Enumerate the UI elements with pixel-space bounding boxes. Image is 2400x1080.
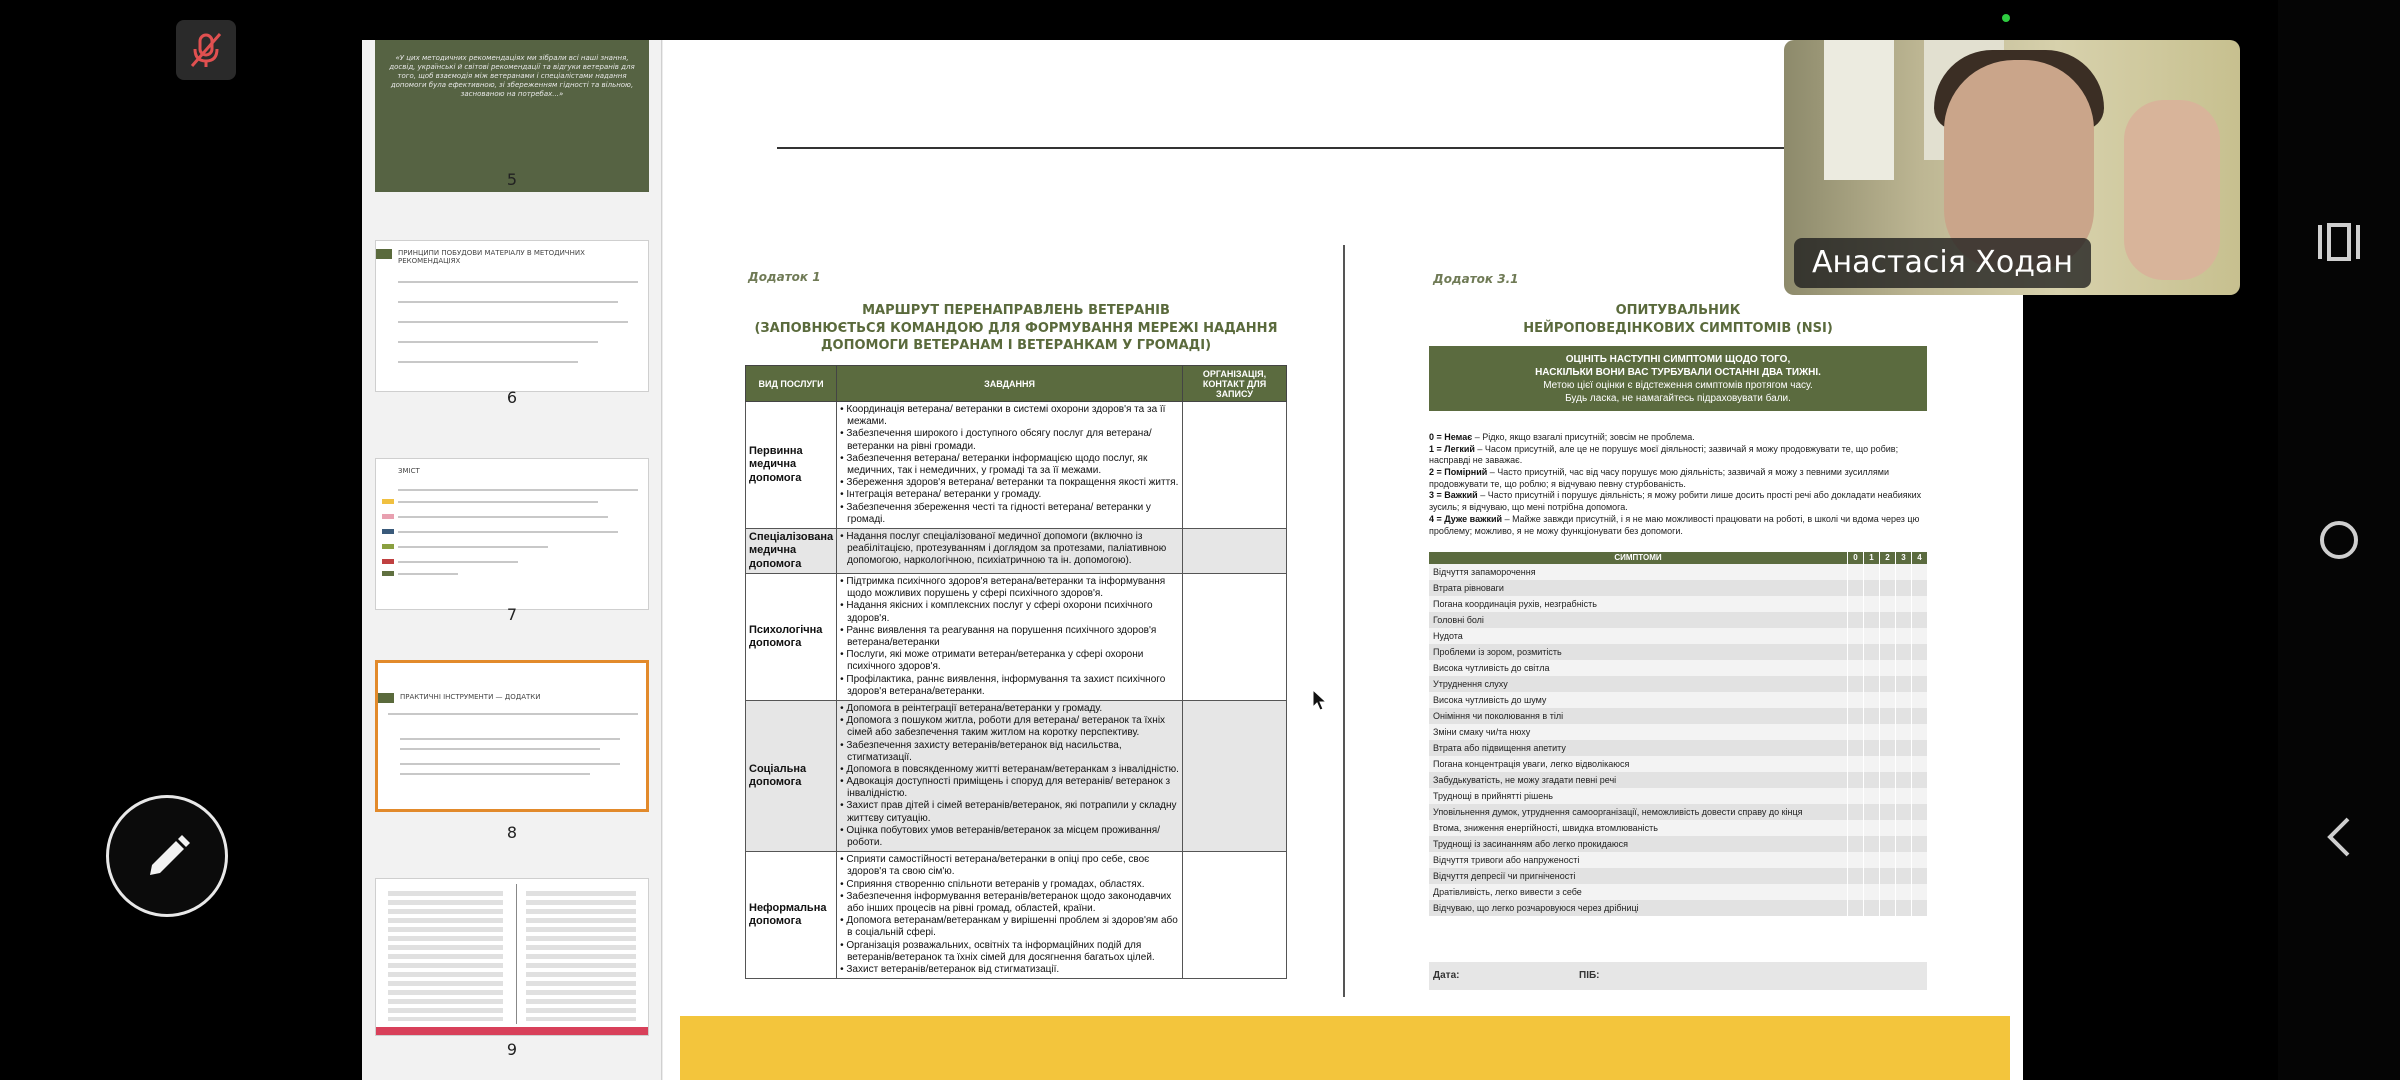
task-item: • Координація ветерана/ ветеранки в системі охорони здоров'я та за її межами.	[840, 404, 1166, 428]
recent-apps-icon	[2304, 207, 2374, 277]
score-cell[interactable]	[1911, 740, 1927, 756]
score-cell[interactable]	[1863, 644, 1879, 660]
score-cell[interactable]	[1879, 724, 1895, 740]
thumbnail-title: ЗМІСТ	[398, 467, 420, 475]
score-cell[interactable]	[1863, 820, 1879, 836]
symptom-label: Уповільнення думок, утруднення самоорганізації, неможливість довести справу до кінця	[1433, 807, 1803, 817]
home-button[interactable]	[2304, 505, 2374, 575]
score-cell[interactable]	[1847, 628, 1863, 644]
task-item: • Профілактика, раннє виявлення, інформування та захист психічного здоров'я ветерана/ветеранки.	[840, 673, 1166, 697]
score-cell[interactable]	[1863, 628, 1879, 644]
score-cell[interactable]	[1895, 868, 1911, 884]
symptom-row	[1429, 644, 1927, 660]
service-type: Первинна медична допомога	[746, 402, 837, 529]
service-type: Психологічна допомога	[746, 574, 837, 701]
score-cell[interactable]	[1911, 868, 1927, 884]
score-cell[interactable]	[1895, 708, 1911, 724]
score-cell[interactable]	[1847, 580, 1863, 596]
col-tasks: ЗАВДАННЯ	[837, 366, 1183, 402]
symptom-label: Головні болі	[1433, 615, 1484, 625]
symptom-row	[1429, 836, 1927, 852]
score-cell[interactable]	[1879, 868, 1895, 884]
score-cell[interactable]	[1847, 900, 1863, 916]
symptom-row	[1429, 692, 1927, 708]
org-contact-cell[interactable]	[1183, 852, 1287, 979]
task-item: • Допомога в реінтеграції ветерана/ветеранки у громаду.	[840, 702, 1103, 714]
nsi-scale	[1429, 432, 1927, 537]
score-cell[interactable]	[1879, 660, 1895, 676]
score-cell[interactable]	[1847, 852, 1863, 868]
scale-item: 0 = Немає – Рідко, якщо взагалі присутній; зовсім не проблема.	[1429, 432, 1695, 442]
symptom-label: Відчуття запаморочення	[1433, 567, 1536, 577]
score-cell[interactable]	[1895, 836, 1911, 852]
nsi-title: ОПИТУВАЛЬНИК НЕЙРОПОВЕДІНКОВИХ СИМПТОМІВ (NSI)	[1523, 303, 1833, 336]
score-cell[interactable]	[1879, 756, 1895, 772]
score-cell[interactable]	[1863, 852, 1879, 868]
symptom-row	[1429, 868, 1927, 884]
score-cell[interactable]	[1847, 804, 1863, 820]
task-item: • Раннє виявлення та реагування на порушення психічного здоров'я ветерана/ветеранки	[840, 624, 1157, 649]
task-item: • Забезпечення захисту ветеранів/ветеранок від насильства, стигматизації.	[840, 739, 1122, 763]
score-cell[interactable]	[1863, 692, 1879, 708]
symptom-label: Відчуття тривоги або напруженості	[1433, 855, 1580, 865]
score-cell[interactable]	[1847, 708, 1863, 724]
symptom-row	[1429, 900, 1927, 916]
symptom-row	[1429, 564, 1927, 580]
score-cell[interactable]	[1911, 596, 1927, 612]
symptom-row	[1429, 724, 1927, 740]
score-cell[interactable]	[1863, 868, 1879, 884]
score-cell[interactable]	[1879, 884, 1895, 900]
score-cell[interactable]	[1847, 836, 1863, 852]
task-item: • Адвокація доступності приміщень і споруд для ветеранів/ ветеранок з інвалідністю.	[840, 776, 1171, 800]
task-item: • Підтримка психічного здоров'я ветерана/ветеранки та інформування щодо можливих порушень у сфері психічного здоров'я.	[840, 576, 1166, 600]
score-cell[interactable]	[1895, 628, 1911, 644]
score-cell[interactable]	[1863, 612, 1879, 628]
score-cell[interactable]	[1895, 612, 1911, 628]
score-cell[interactable]	[1911, 612, 1927, 628]
score-cell[interactable]	[1863, 884, 1879, 900]
score-cell[interactable]	[1895, 660, 1911, 676]
thumbnail-title: ПРАКТИЧНІ ІНСТРУМЕНТИ — ДОДАТКИ	[400, 693, 541, 701]
symptom-row	[1429, 852, 1927, 868]
score-cell[interactable]	[1847, 868, 1863, 884]
score-cell[interactable]	[1863, 788, 1879, 804]
score-cell[interactable]	[1895, 756, 1911, 772]
recent-apps-button[interactable]	[2304, 207, 2374, 277]
score-cell[interactable]	[1895, 692, 1911, 708]
thumbnail-page-8-selected[interactable]	[375, 660, 649, 812]
symptom-row	[1429, 676, 1927, 692]
task-item: • Допомога з пошуком житла, роботи для ветерана/ ветеранок та їхніх сімей або забезпечення таким житлом на коротку перспективу.	[840, 715, 1166, 739]
name-label: ПІБ:	[1579, 970, 1600, 981]
score-cell[interactable]	[1911, 820, 1927, 836]
symptom-row	[1429, 708, 1927, 724]
score-cell[interactable]	[1895, 596, 1911, 612]
symptom-row	[1429, 580, 1927, 596]
score-cell[interactable]	[1911, 564, 1927, 580]
service-tasks	[837, 852, 1183, 979]
thumbnail-quote: «У цих методичних рекомендаціях ми зібрали всі наші знання, досвід, українські й світові рекомендації та відгуки ветеранів для того, щоб взаємодія між ветеранами і спеціалістами надання допомоги була ефективною, зі збереженням гідності та вільною, заснованою на потребах...»	[389, 54, 635, 99]
symptom-label: Дратівливість, легко вивести з себе	[1433, 887, 1582, 897]
score-cell[interactable]	[1879, 628, 1895, 644]
symptom-label: Оніміння чи поколювання в тілі	[1433, 711, 1564, 721]
score-cell[interactable]	[1879, 772, 1895, 788]
mouse-cursor-icon	[1311, 688, 1329, 712]
table-row	[746, 528, 1287, 573]
symptom-header: СИМПТОМИ 0 1 2 3 4	[1429, 552, 1927, 564]
mic-muted-icon[interactable]	[176, 20, 236, 80]
symptom-label: Погана координація рухів, незграбність	[1433, 599, 1597, 609]
score-cell[interactable]	[1911, 660, 1927, 676]
shared-screen	[362, 40, 2023, 1080]
back-chevron-icon	[2304, 802, 2374, 872]
symptom-label: Втрата або підвищення апетиту	[1433, 743, 1566, 753]
symptom-label: Нудота	[1433, 631, 1463, 641]
symptom-row	[1429, 756, 1927, 772]
thumbnail-number: 6	[506, 388, 518, 407]
scale-item: 1 = Легкий – Часом присутній, але це не порушує моєї діяльності; зазвичай я можу продовжувати те, що робив; насправді не заважає.	[1429, 443, 1899, 466]
score-cell[interactable]	[1863, 596, 1879, 612]
score-cell[interactable]	[1847, 660, 1863, 676]
thumbnail-number: 7	[506, 605, 518, 624]
thumbnail-title: ПРИНЦИПИ ПОБУДОВИ МАТЕРІАЛУ В МЕТОДИЧНИХ РЕКОМЕНДАЦІЯХ	[398, 249, 585, 266]
thumbnail-number: 9	[506, 1040, 518, 1059]
pencil-icon	[140, 829, 196, 885]
home-circle-icon	[2304, 505, 2374, 575]
score-cell[interactable]	[1879, 692, 1895, 708]
scale-item: 3 = Важкий – Часто присутній і порушує діяльність; я можу робити лише досить прості речі або докладати неабияких зусиль; я відчуваю, що мені потрібна допомога.	[1429, 490, 1922, 513]
score-cell[interactable]	[1911, 772, 1927, 788]
symptom-label: Втома, зниження енергійності, швидка втомлюваність	[1433, 823, 1658, 833]
score-cell[interactable]	[1863, 564, 1879, 580]
symptom-row	[1429, 884, 1927, 900]
score-cell[interactable]	[1879, 788, 1895, 804]
score-cell[interactable]	[1863, 900, 1879, 916]
service-tasks	[837, 402, 1183, 529]
task-item: • Організація розважальних, освітніх та інформаційних подій для ветеранів/ветеранок та їхніх сімей для досягнення багатьох цілей.	[840, 939, 1155, 963]
symptom-label: Забудькуватість, не можу згадати певні речі	[1433, 775, 1617, 785]
score-cell[interactable]	[1895, 564, 1911, 580]
date-name-row	[1429, 962, 1927, 990]
score-cell[interactable]	[1863, 708, 1879, 724]
symptom-label: Висока чутливість до світла	[1433, 663, 1550, 673]
org-contact-cell[interactable]	[1183, 528, 1287, 573]
status-dot	[2002, 14, 2010, 22]
score-cell[interactable]	[1879, 804, 1895, 820]
task-item: • Захист прав дітей і сімей ветеранів/ветеранок, які потрапили у складну життєву ситуацію.	[840, 800, 1177, 824]
score-cell[interactable]	[1863, 756, 1879, 772]
score-cell[interactable]	[1895, 676, 1911, 692]
col-service: ВИД ПОСЛУГИ	[746, 366, 837, 402]
task-item: • Допомога ветеранам/ветеранкам у вирішенні проблем зі здоров'ям або в соціальній сфері.	[840, 915, 1178, 939]
task-item: • Оцінка побутових умов ветеранів/ветеранок за місцем проживання/роботи.	[840, 824, 1160, 849]
symptom-row	[1429, 596, 1927, 612]
score-cell[interactable]	[1847, 756, 1863, 772]
score-cell[interactable]	[1911, 836, 1927, 852]
score-cell[interactable]	[1879, 708, 1895, 724]
org-contact-cell[interactable]	[1183, 402, 1287, 529]
score-cell[interactable]	[1863, 676, 1879, 692]
task-item: • Допомога в повсякденному житті ветеранам/ветеранкам з інвалідністю.	[840, 763, 1179, 775]
task-item: • Сприяти самостійності ветерана/ветеранки в опіці про себе, своє здоров'я та свою сім'ю.	[840, 854, 1150, 878]
score-cell[interactable]	[1911, 708, 1927, 724]
service-tasks	[837, 574, 1183, 701]
score-cell[interactable]	[1911, 724, 1927, 740]
thumbnail-page-9[interactable]	[375, 878, 649, 1036]
score-cell[interactable]	[1847, 724, 1863, 740]
thumbnail-page-6[interactable]	[375, 240, 649, 392]
score-cell[interactable]	[1847, 884, 1863, 900]
score-cell[interactable]	[1847, 772, 1863, 788]
score-cell[interactable]	[1895, 852, 1911, 868]
service-type: Неформальна допомога	[746, 852, 837, 979]
date-label: Дата:	[1433, 970, 1460, 981]
score-cell[interactable]	[1879, 644, 1895, 660]
task-item: • Послуги, які може отримати ветеран/ветеранка у сфері охорони психічного здоров'я.	[840, 649, 1144, 673]
thumbnail-page-7[interactable]	[375, 458, 649, 610]
appendix-label: Додаток 1	[748, 270, 821, 284]
score-cell[interactable]	[1911, 788, 1927, 804]
symptom-row	[1429, 740, 1927, 756]
score-cell[interactable]	[1879, 564, 1895, 580]
route-title: МАРШРУТ ПЕРЕНАПРАВЛЕНЬ ВЕТЕРАНІВ (ЗАПОВНЮЄТЬСЯ КОМАНДОЮ ДЛЯ ФОРМУВАННЯ МЕРЕЖІ НАДАННЯ ДОПОМОГИ ВЕТЕРАНАМ І ВЕТЕРАНКАМ У ГРОМАДІ)	[754, 303, 1278, 354]
score-cell[interactable]	[1863, 580, 1879, 596]
score-cell[interactable]	[1895, 788, 1911, 804]
score-cell[interactable]	[1847, 820, 1863, 836]
score-cell[interactable]	[1879, 852, 1895, 868]
symptom-label: Відчуваю, що легко розчаровуюся через дрібниці	[1433, 903, 1639, 913]
org-contact-cell[interactable]	[1183, 574, 1287, 701]
symptom-label: Труднощі в прийнятті рішень	[1433, 791, 1553, 801]
score-cell[interactable]	[1847, 740, 1863, 756]
score-cell[interactable]	[1847, 564, 1863, 580]
score-cell[interactable]	[1879, 612, 1895, 628]
symptom-row	[1429, 804, 1927, 820]
task-item: • Надання послуг спеціалізованої медичної допомоги (включно із реабілітацією, протезуванням і доглядом за протезами, паліативною допомогою, наркологічною, психіатричною та ін. допомогою).	[840, 530, 1167, 567]
col-org: ОРГАНІЗАЦІЯ, КОНТАКТ ДЛЯ ЗАПИСУ	[1183, 366, 1287, 402]
participant-name: Анастасія Ходан	[1794, 238, 2091, 288]
score-cell[interactable]	[1847, 692, 1863, 708]
scale-item: 4 = Дуже важкий – Майже завжди присутній, і я не маю можливості працювати на роботі, в школі чи вдома через цю проблему; можливо, я не можу функціонувати без допомоги.	[1429, 513, 1920, 536]
symptom-row	[1429, 772, 1927, 788]
score-cell[interactable]	[1895, 724, 1911, 740]
task-item: • Забезпечення збереження честі та гідності ветерана/ ветеранки у громаді.	[840, 501, 1151, 525]
score-cell[interactable]	[1911, 580, 1927, 596]
symptom-label: Труднощі із засинанням або легко прокидаюся	[1433, 839, 1628, 849]
back-button[interactable]	[2304, 802, 2374, 872]
score-cell[interactable]	[1895, 772, 1911, 788]
score-cell[interactable]	[1895, 900, 1911, 916]
score-cell[interactable]	[1879, 676, 1895, 692]
table-row	[746, 852, 1287, 979]
score-cell[interactable]	[1895, 804, 1911, 820]
appendix-label-right: Додаток 3.1	[1433, 272, 1519, 286]
score-cell[interactable]	[1879, 820, 1895, 836]
task-item: • Надання якісних і комплексних послуг у сфері охорони психічного здоров'я.	[840, 600, 1153, 624]
task-item: • Забезпечення інформування ветеранів/ветеранок щодо законодавчих або інших процесів на рівні громад, областей, країни.	[840, 890, 1172, 914]
score-cell[interactable]	[1895, 740, 1911, 756]
symptom-label: Відчуття депресії чи пригніченості	[1433, 871, 1576, 881]
symptom-label: Втрата рівноваги	[1433, 583, 1504, 593]
thumbnail-panel[interactable]	[362, 40, 662, 1080]
symptom-label: Утруднення слуху	[1433, 679, 1508, 689]
score-cell[interactable]	[1911, 884, 1927, 900]
score-cell[interactable]	[1911, 900, 1927, 916]
service-type: Соціальна допомога	[746, 700, 837, 851]
score-cell[interactable]	[1863, 724, 1879, 740]
scale-item: 2 = Помірний – Часто присутній, час від часу порушує мою діяльність; зазвичай я можу з певними зусиллями продовжувати те, що роблю; я відчуваю певну стурбованість.	[1429, 467, 1889, 489]
task-item: • Збереження здоров'я ветерана/ ветеранки та покращення якості життя.	[840, 477, 1179, 489]
symptom-label: Проблеми із зором, розмитість	[1433, 647, 1562, 657]
score-cell[interactable]	[1863, 836, 1879, 852]
task-item: • Захист ветеранів/ветеранок від стигматизації.	[840, 963, 1060, 975]
score-cell[interactable]	[1879, 900, 1895, 916]
next-page-banner	[680, 1016, 2010, 1080]
table-row	[746, 700, 1287, 851]
referral-table	[745, 365, 1287, 979]
score-cell[interactable]	[1911, 756, 1927, 772]
pen-annotate-button[interactable]	[106, 795, 228, 917]
symptom-label: Зміни смаку чи/та нюху	[1433, 727, 1531, 737]
score-cell[interactable]	[1911, 692, 1927, 708]
score-cell[interactable]	[1895, 580, 1911, 596]
score-cell[interactable]	[1911, 676, 1927, 692]
score-cell[interactable]	[1847, 596, 1863, 612]
score-cell[interactable]	[1847, 612, 1863, 628]
score-cell[interactable]	[1863, 804, 1879, 820]
score-cell[interactable]	[1911, 644, 1927, 660]
score-cell[interactable]	[1879, 836, 1895, 852]
symptom-row	[1429, 628, 1927, 644]
task-item: • Забезпечення ветерана/ ветеранки інформацією щодо послуг, як медичних, так і немедичних, у громаді та за її межами.	[840, 452, 1148, 476]
thumbnail-number: 8	[506, 823, 518, 842]
symptom-table	[1429, 552, 1927, 916]
symptom-label: Висока чутливість до шуму	[1433, 695, 1547, 705]
score-cell[interactable]	[1863, 740, 1879, 756]
score-cell[interactable]	[1863, 660, 1879, 676]
task-item: • Сприяння створенню спільноти ветеранів у громадах, областях.	[840, 878, 1145, 890]
symptom-row	[1429, 612, 1927, 628]
score-cell[interactable]	[1911, 852, 1927, 868]
nsi-instruction-box: ОЦІНІТЬ НАСТУПНІ СИМПТОМИ ЩОДО ТОГО, НАСКІЛЬКИ ВОНИ ВАС ТУРБУВАЛИ ОСТАННІ ДВА ТИЖНІ. Метою цієї оцінки є відстеження симптомів протягом часу. Будь ласка, не намагайтесь підраховувати бали.	[1429, 346, 1927, 411]
service-tasks	[837, 528, 1183, 573]
score-cell[interactable]	[1879, 596, 1895, 612]
score-cell[interactable]	[1879, 740, 1895, 756]
thumbnail-number: 5	[506, 170, 518, 189]
score-cell[interactable]	[1847, 644, 1863, 660]
service-tasks	[837, 700, 1183, 851]
score-cell[interactable]	[1911, 804, 1927, 820]
score-cell[interactable]	[1911, 628, 1927, 644]
score-cell[interactable]	[1847, 676, 1863, 692]
score-cell[interactable]	[1895, 644, 1911, 660]
service-type: Спеціалізована медична допомога	[746, 528, 837, 573]
symptom-row	[1429, 660, 1927, 676]
score-cell[interactable]	[1847, 788, 1863, 804]
participant-video-tile[interactable]	[1784, 40, 2240, 295]
org-contact-cell[interactable]	[1183, 700, 1287, 851]
score-cell[interactable]	[1895, 820, 1911, 836]
task-item: • Інтеграція ветерана/ ветеранки у громаду.	[840, 489, 1042, 501]
symptom-row	[1429, 788, 1927, 804]
system-nav-bar	[2278, 0, 2400, 1080]
task-item: • Забезпечення широкого і доступного обсягу послуг для ветерана/ ветеранки на рівні громади.	[840, 428, 1152, 452]
symptom-row	[1429, 820, 1927, 836]
score-cell[interactable]	[1895, 884, 1911, 900]
symptom-label: Погана концентрація уваги, легко відволікаюся	[1433, 759, 1630, 769]
score-cell[interactable]	[1863, 772, 1879, 788]
score-cell[interactable]	[1879, 580, 1895, 596]
table-row	[746, 402, 1287, 529]
table-row	[746, 574, 1287, 701]
